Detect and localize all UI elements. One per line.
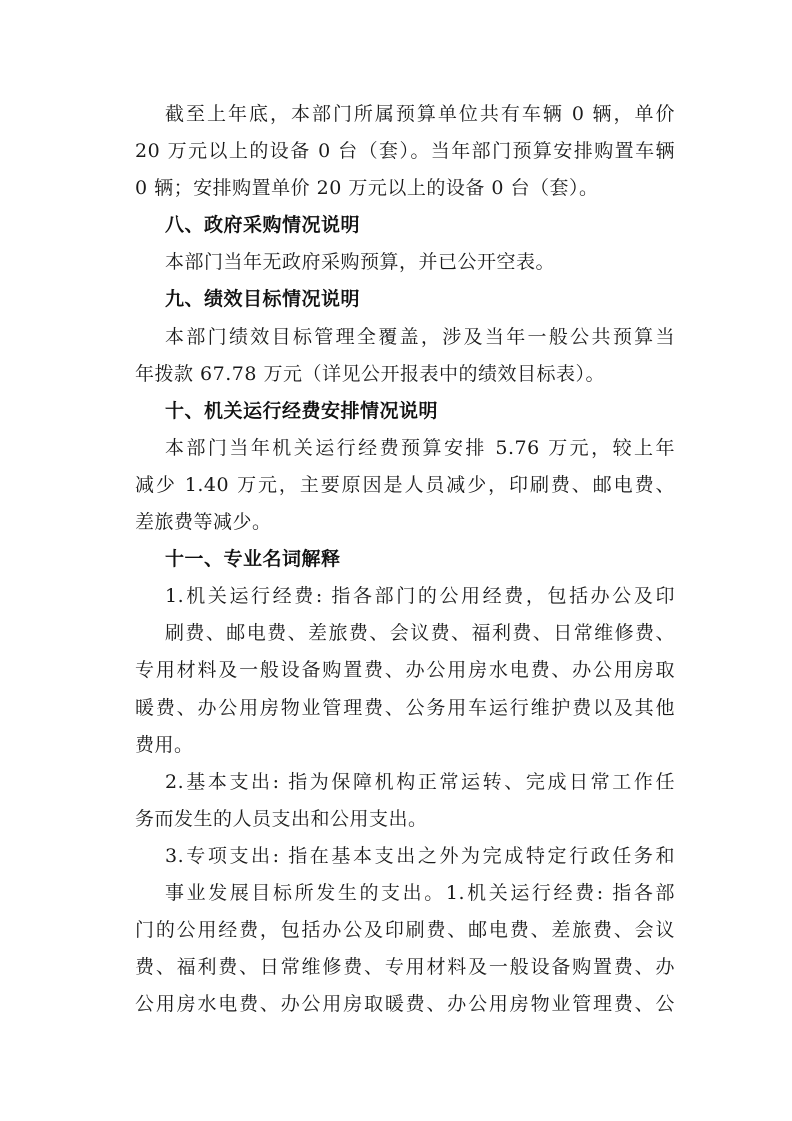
glossary-line: 2.基本支出: 指为保障机构正常运转、完成日常工作任	[165, 770, 675, 793]
section-heading-procurement: 八、政府采购情况说明	[165, 214, 361, 237]
paragraph-line: 20 万元以上的设备 0 台（套）。当年部门预算安排购置车辆	[135, 140, 675, 163]
glossary-line: 门的公用经费，包括办公及印刷费、邮电费、差旅费、会议	[135, 919, 675, 942]
document-body	[135, 96, 675, 1023]
glossary-line: 专用材料及一般设备购置费、办公用房水电费、办公用房取	[135, 659, 675, 682]
paragraph-line: 差旅费等减少。	[135, 511, 272, 534]
section-heading-performance: 九、绩效目标情况说明	[165, 288, 361, 311]
paragraph-line: 0 辆；安排购置单价 20 万元以上的设备 0 台（套）。	[135, 177, 599, 200]
glossary-line: 刷费、邮电费、差旅费、会议费、福利费、日常维修费、	[165, 622, 675, 645]
glossary-line: 事业发展目标所发生的支出。1.机关运行经费: 指各部	[165, 881, 675, 904]
glossary-line: 费用。	[135, 733, 194, 756]
paragraph-line: 本部门绩效目标管理全覆盖，涉及当年一般公共预算当	[165, 325, 675, 348]
section-heading-operating-costs: 十、机关运行经费安排情况说明	[165, 399, 439, 422]
glossary-line: 3.专项支出: 指在基本支出之外为完成特定行政任务和	[165, 844, 675, 867]
glossary-line: 费、福利费、日常维修费、专用材料及一般设备购置费、办	[135, 956, 675, 979]
glossary-line: 1.机关运行经费: 指各部门的公用经费，包括办公及印	[165, 585, 675, 608]
section-heading-glossary: 十一、专业名词解释	[165, 548, 341, 571]
paragraph-line: 本部门当年机关运行经费预算安排 5.76 万元，较上年	[165, 436, 675, 459]
paragraph-line: 减少 1.40 万元，主要原因是人员减少，印刷费、邮电费、	[135, 473, 675, 496]
paragraph-line: 本部门当年无政府采购预算，并已公开空表。	[165, 251, 556, 274]
paragraph-line: 年拨款 67.78 万元（详见公开报表中的绩效目标表）。	[135, 362, 605, 385]
paragraph-line: 截至上年底，本部门所属预算单位共有车辆 0 辆，单价	[165, 103, 675, 125]
glossary-line: 暖费、办公用房物业管理费、公务用车运行维护费以及其他	[135, 696, 675, 719]
glossary-line: 公用房水电费、办公用房取暖费、办公用房物业管理费、公	[135, 993, 675, 1016]
glossary-line: 务而发生的人员支出和公用支出。	[135, 807, 428, 830]
